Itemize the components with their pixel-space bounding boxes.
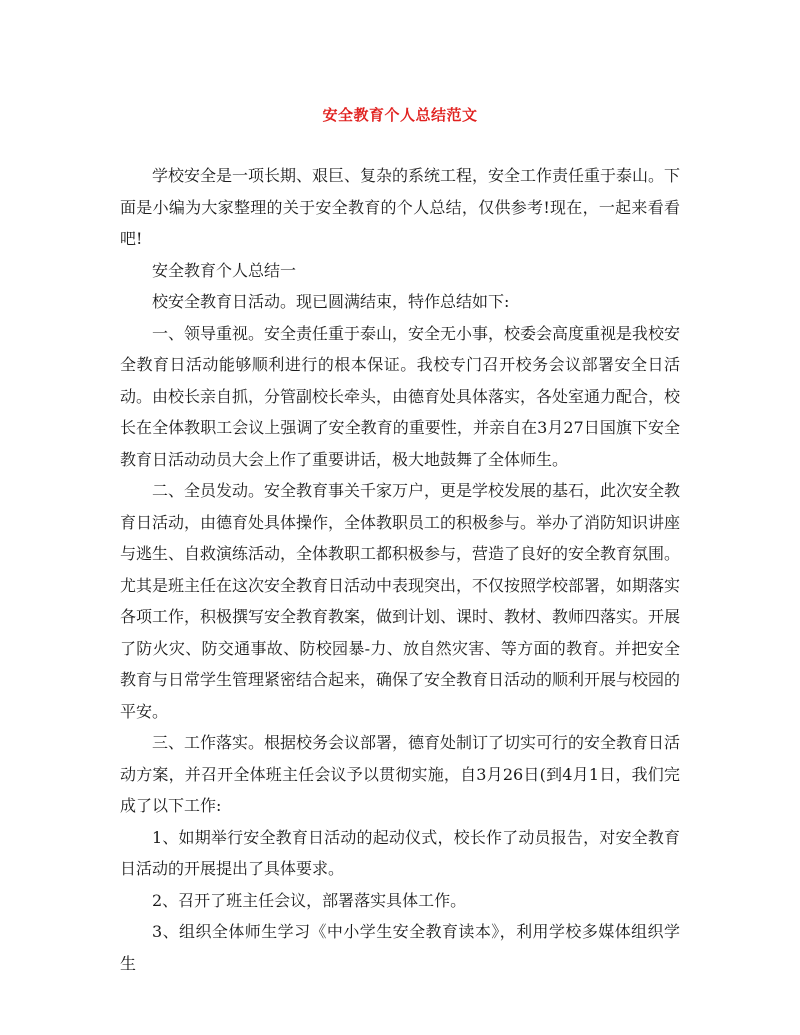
paragraph-item-2: 2、召开了班主任会议，部署落实具体工作。 bbox=[152, 890, 467, 910]
paragraph-item-1: 1、如期举行安全教育日活动的起动仪式，校长作了动员报告，对安全教育日活动的开展提出了具体要求。 bbox=[120, 827, 680, 878]
paragraph-implementation: 三、工作落实。根据校务会议部署，德育处制订了切实可行的安全教育日活动方案，并召开全体班主任会议予以贯彻实施，自3月26日(到4月1日，我们完成了以下工作: bbox=[120, 733, 681, 815]
paragraph-mobilization: 二、全员发动。安全教育事关千家万户，更是学校发展的基石，此次安全教育日活动，由德育处具体操作，全体教职员工的积极参与。举办了消防知识讲座与逃生、自救演练活动，全体教职工都积极参与，营造了良好的安全教育氛围。尤其是班主任在这次安全教育日活动中表现突出，不仅按照学校部署，如期落实各项工作，积极撰写安全教育教案，做到计划、课时、教材、教师四落实。开展了防火灾、防交通事故、防校园暴-力、放自然灾害、等方面的教育。并把安全教育与日常学生管理紧密结合起来，确保了安全教育日活动的顺利开展与校园的平安。 bbox=[120, 481, 681, 721]
document-body bbox=[120, 160, 680, 979]
paragraph-summary-lead: 校安全教育日活动。现已圆满结束，特作总结如下: bbox=[152, 292, 510, 311]
document-title: 安全教育个人总结范文 bbox=[322, 106, 478, 124]
paragraph-section-heading: 安全教育个人总结一 bbox=[152, 260, 297, 280]
paragraph-leadership: 一、领导重视。安全责任重于泰山，安全无小事，校委会高度重视是我校安全教育日活动能够顺利进行的根本保证。我校专门召开校务会议部署安全日活动。由校长亲自抓，分管副校长牵头，由德育处具体落实，各处室通力配合，校长在全体教职工会议上强调了安全教育的重要性，并亲自在3月27日国旗下安全教育日活动动员大会上作了重要讲话，极大地鼓舞了全体师生。 bbox=[120, 323, 681, 469]
paragraph-intro: 学校安全是一项长期、艰巨、复杂的系统工程，安全工作责任重于泰山。下面是小编为大家整理的关于安全教育的个人总结，仅供参考!现在，一起来看看吧! bbox=[120, 166, 681, 248]
paragraph-item-3: 3、组织全体师生学习《中小学生安全教育读本》，利用学校多媒体组织学生 bbox=[120, 922, 680, 973]
